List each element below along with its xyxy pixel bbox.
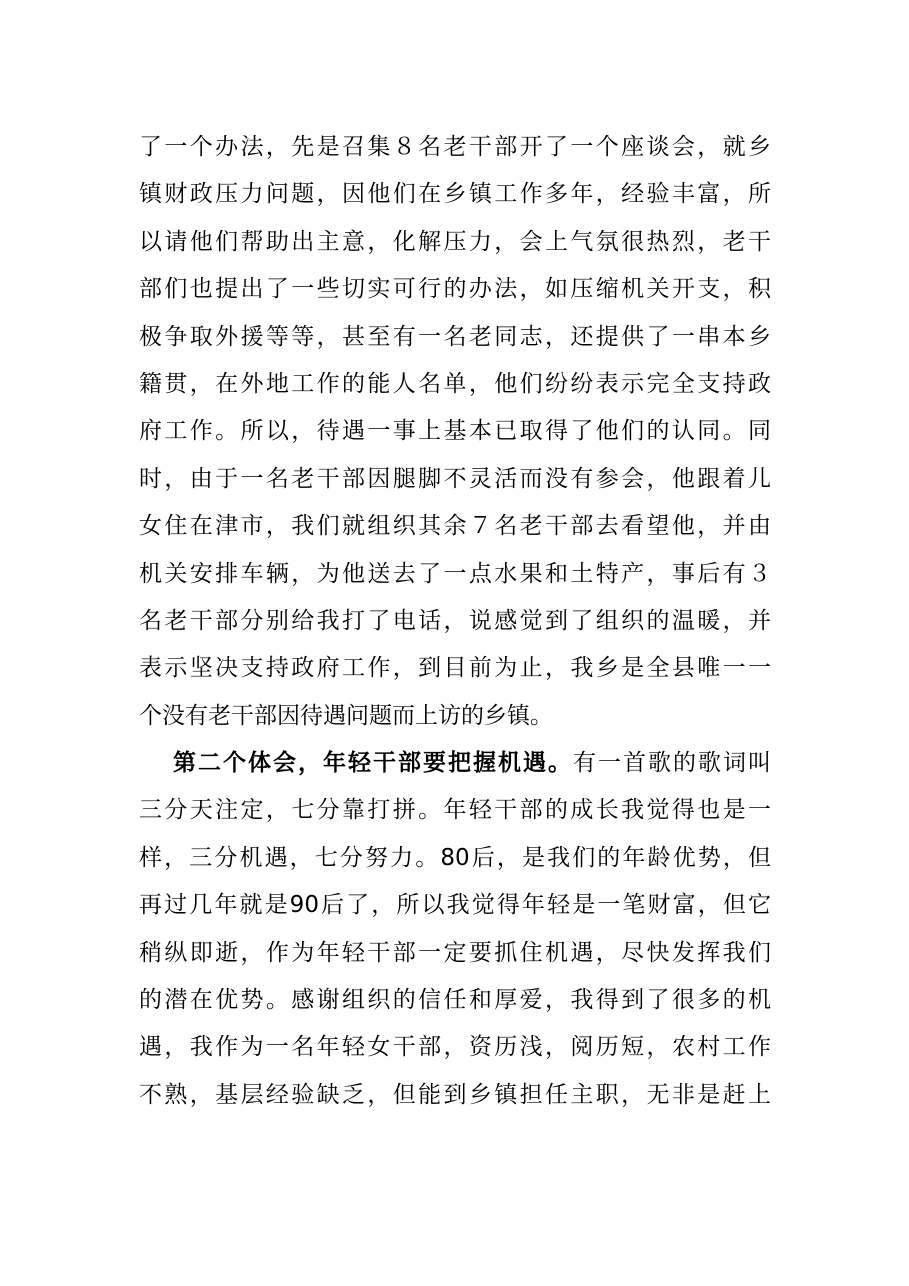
text-line: 籍贯，在外地工作的能人名单，他们纷纷表示完全支持政 [139,370,771,397]
heading-line-rest: 有一首歌的歌词叫 [573,750,771,777]
text-line: 名老干部分别给我打了电话，说感觉到了组织的温暖，并 [139,607,771,634]
text-line: 遇，我作为一名年轻女干部，资历浅，阅历短，农村工作 [139,1034,771,1061]
body-text [139,124,771,1119]
text-line: 再过几年就是90后了，所以我觉得年轻是一笔财富，但它 [139,892,771,919]
text-line: 极争取外援等等，甚至有一名老同志，还提供了一串本乡 [139,323,771,350]
text-line: 女住在津市，我们就组织其余７名老干部去看望他，并由 [139,513,771,540]
paragraph-1 [139,124,771,740]
text-line: 三分天注定，七分靠打拼。年轻干部的成长我觉得也是一 [139,797,771,824]
text-line: 以请他们帮助出主意，化解压力，会上气氛很热烈，老干 [139,228,771,255]
text-line: 了一个办法，先是召集８名老干部开了一个座谈会，就乡 [139,134,771,160]
paragraph-2 [139,740,771,1119]
section-heading: 第二个体会，年轻干部要把握机遇。 [173,750,573,777]
text-line: 镇财政压力问题，因他们在乡镇工作多年，经验丰富，所 [139,181,771,208]
text-line: 样，三分机遇，七分努力。80后，是我们的年龄优势，但 [139,844,771,871]
text-line: 机关安排车辆，为他送去了一点水果和土特产，事后有３ [139,560,771,587]
text-line: 表示坚决支持政府工作，到目前为止，我乡是全县唯一一 [139,655,771,682]
text-line: 稍纵即逝，作为年轻干部一定要抓住机遇，尽快发挥我们 [139,939,771,966]
text-line: 不熟，基层经验缺乏，但能到乡镇担任主职，无非是赶上 [139,1081,771,1108]
text-line: 的潜在优势。感谢组织的信任和厚爱，我得到了很多的机 [139,987,771,1014]
text-line: 府工作。所以，待遇一事上基本已取得了他们的认同。同 [139,418,771,445]
text-line: 时，由于一名老干部因腿脚不灵活而没有参会，他跟着儿 [139,465,771,492]
text-line [139,740,771,787]
text-line: 部们也提出了一些切实可行的办法，如压缩机关开支，积 [139,276,771,303]
text-line: 个没有老干部因待遇问题而上访的乡镇。 [139,702,553,729]
